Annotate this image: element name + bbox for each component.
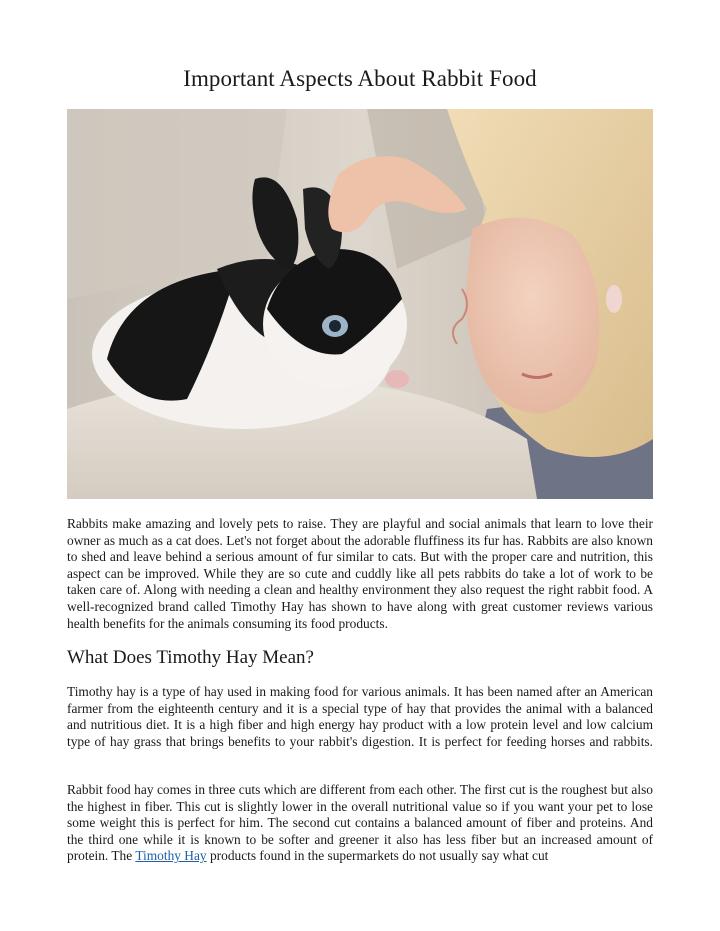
page-title: Important Aspects About Rabbit Food bbox=[183, 66, 537, 91]
rabbit-photo bbox=[67, 109, 653, 499]
timothy-hay-link[interactable]: Timothy Hay bbox=[135, 848, 207, 864]
timothy-hay-paragraph: Timothy hay is a type of hay used in making food for various animals. It has been named after an American farmer from the eighteenth century and it is a special type of hay that provides the animal with a balanced and nutritious diet. It is a high fiber and high energy hay product with a low protein level and low calcium type of hay grass that brings benefits to your rabbit's digestion. It is perfect for feeding horses and rabbits. bbox=[67, 684, 653, 749]
cuts-paragraph-text: Rabbit food hay comes in three cuts which are different from each other. The first cut is the roughest but also the highest in fiber. This cut is slightly lower in the overall nutritional value so if you want your pet to lose some weight this is perfect for him. The second cut contains a balanced amount of fiber and proteins. And the third one while it is known to be softer and greener it also has less fiber but an increased amount of protein. The bbox=[67, 782, 653, 864]
intro-paragraph: Rabbits make amazing and lovely pets to raise. They are playful and social animals that learn to love their owner as much as a cat does. Let's not forget about the adorable fluffiness its fur has. Rabbits are also known to shed and leave behind a serious amount of fur similar to cats. But with the proper care and nutrition, this aspect can be improved. While they are so cute and cuddly like all pets rabbits do take a lot of work to be taken care of. Along with needing a clean and healthy environment they also request the right rabbit food. A well-recognized brand called Timothy Hay has shown to have along with great customer reviews various health benefits for the animals consuming its food products. bbox=[67, 516, 653, 631]
cuts-paragraph bbox=[67, 782, 653, 865]
section-heading: What Does Timothy Hay Mean? bbox=[67, 647, 314, 668]
cuts-paragraph-text-end: products found in the supermarkets do not usually say what cut bbox=[206, 848, 549, 864]
